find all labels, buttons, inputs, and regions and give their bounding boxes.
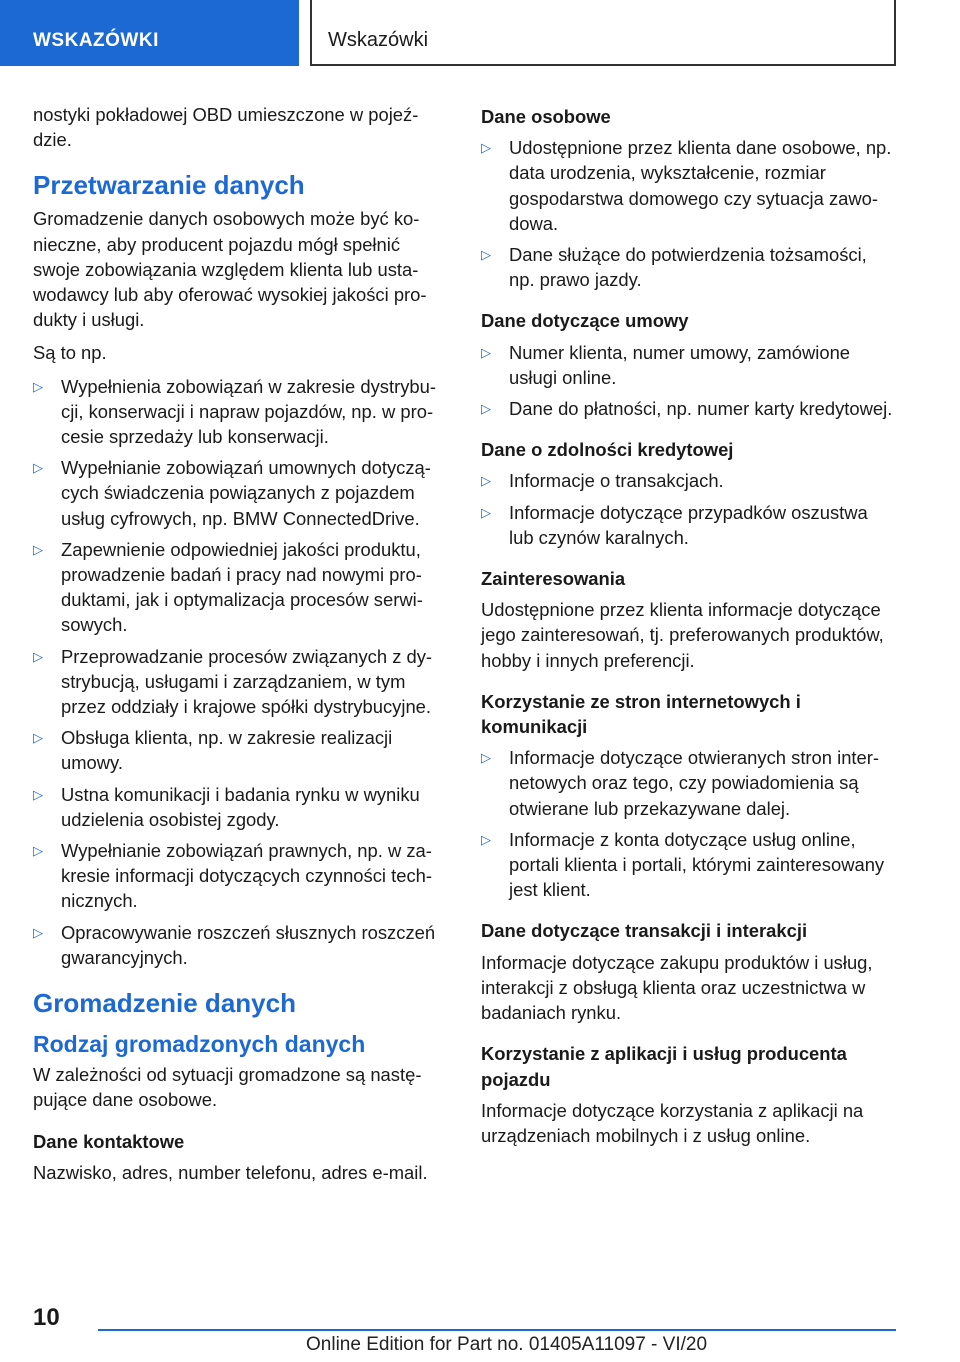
heading-credit-data: Dane o zdolności kredytowej — [481, 439, 734, 461]
list-item — [33, 838, 447, 914]
chapter-title: Wskazówki — [310, 0, 896, 66]
triangle-bullet-icon: ▷ — [481, 401, 491, 417]
credit-data-list — [481, 468, 897, 550]
list-item — [481, 500, 897, 550]
page-number: 10 — [33, 1304, 60, 1331]
section-tab: WSKAZÓWKI — [0, 0, 299, 66]
list-item-text: Obsługa klienta, np. w zakresie realizacji umowy. — [61, 727, 393, 774]
heading-collection: Gromadzenie danych — [33, 988, 296, 1019]
list-item-text: Numer klienta, numer umowy, zamówione usługi online. — [509, 341, 851, 388]
left-column — [33, 102, 447, 1193]
list-item — [481, 827, 897, 903]
heading-interests: Zainteresowania — [481, 568, 626, 590]
triangle-bullet-icon: ▷ — [33, 786, 43, 802]
list-item — [481, 135, 897, 236]
list-item-text: Opracowywanie roszczeń słusznych roszczeń gwarancyjnych. — [61, 921, 436, 968]
list-item — [33, 782, 447, 832]
triangle-bullet-icon: ▷ — [33, 460, 43, 476]
triangle-bullet-icon: ▷ — [33, 648, 43, 664]
contract-data-list — [481, 340, 897, 422]
triangle-bullet-icon: ▷ — [481, 247, 491, 263]
list-item — [481, 242, 897, 292]
heading-personal-data: Dane osobowe — [481, 106, 611, 127]
transactions-paragraph: Informacje dotyczące zakupu produktów i usług, interakcji z obsługą klienta oraz uczestnictwa w badaniach rynku. — [481, 951, 873, 1024]
processing-list — [33, 374, 447, 970]
processing-paragraph: Gromadzenie danych osobowych może być konieczne, aby producent pojazdu mógł spełnić swoje zobowiązania względem klienta lub ustawodawcy lub aby oferować wysokiej jakości produkty i usługi. — [33, 208, 427, 331]
heading-contract-data: Dane dotyczące umowy — [481, 310, 689, 332]
contact-paragraph: Nazwisko, adres, number telefonu, adres e-mail. — [33, 1161, 428, 1183]
interests-paragraph: Udostępnione przez klienta informacje dotyczące jego zainteresowań, tj. preferowanych produktów, hobby i innych preferencji. — [481, 599, 884, 671]
triangle-bullet-icon: ▷ — [33, 730, 43, 746]
list-item-text: Informacje dotyczące otwieranych stron internetowych oraz tego, czy powiadomienia są otwierane lub przekazywane dalej. — [509, 747, 880, 819]
list-item — [481, 340, 897, 390]
web-usage-list — [481, 745, 897, 902]
list-item-text: Informacje z konta dotyczące usług online, portali klienta i portali, którymi zainteresowany jest klient. — [509, 828, 885, 901]
heading-data-types: Rodzaj gromadzonych danych — [33, 1031, 366, 1058]
list-item — [33, 374, 447, 450]
list-item-text: Informacje o transakcjach. — [509, 470, 724, 492]
heading-apps: Korzystanie z aplikacji i usług producenta pojazdu — [481, 1043, 847, 1090]
list-item — [33, 920, 447, 970]
list-item-text: Wypełnienia zobowiązań w zakresie dystrybucji, konserwacji i napraw pojazdów, np. w procesie sprzedaży lub konserwacji. — [61, 375, 436, 448]
list-item-text: Informacje dotyczące przypadków oszustwa lub czynów karalnych. — [509, 501, 868, 548]
heading-web-usage: Korzystanie ze stron internetowych i komunikacji — [481, 690, 801, 738]
triangle-bullet-icon: ▷ — [481, 473, 491, 489]
list-item — [33, 725, 447, 775]
list-item — [33, 455, 447, 531]
list-item-text: Wypełnianie zobowiązań umownych dotyczących świadczenia powiązanych z pojazdem usług cyfrowych, np. BMW ConnectedDrive. — [61, 457, 431, 529]
list-item — [481, 745, 897, 821]
personal-data-list — [481, 135, 897, 292]
list-item-text: Dane do płatności, np. numer karty kredytowej. — [509, 398, 893, 420]
triangle-bullet-icon: ▷ — [33, 541, 43, 557]
list-item — [33, 644, 447, 720]
apps-paragraph: Informacje dotyczące korzystania z aplikacji na urządzeniach mobilnych i z usług online. — [481, 1099, 864, 1146]
footer-divider — [98, 1329, 896, 1331]
heading-processing: Przetwarzanie danych — [33, 170, 305, 201]
triangle-bullet-icon: ▷ — [33, 924, 43, 940]
triangle-bullet-icon: ▷ — [481, 750, 491, 766]
triangle-bullet-icon: ▷ — [481, 344, 491, 360]
list-item-text: Ustna komunikacji i badania rynku w wyniku udzielenia osobistej zgody. — [61, 783, 420, 830]
triangle-bullet-icon: ▷ — [481, 831, 491, 847]
list-item-text: Przeprowadzanie procesów związanych z dystrybucją, usługami i zarządzaniem, w tym przez oddziały i krajowe spółki dystrybucyjne. — [61, 645, 433, 718]
list-item-text: Dane służące do potwierdzenia tożsamości, np. prawo jazdy. — [509, 244, 867, 291]
triangle-bullet-icon: ▷ — [481, 140, 491, 156]
list-item — [33, 537, 447, 638]
right-column — [481, 102, 897, 1148]
list-item — [481, 468, 897, 493]
intro-paragraph: nostyki pokładowej OBD umieszczone w pojeździe. — [33, 104, 419, 151]
types-paragraph: W zależności od sytuacji gromadzone są następujące dane osobowe. — [33, 1064, 422, 1111]
list-item-text: Zapewnienie odpowiedniej jakości produktu, prowadzenie badań i pracy nad nowymi produktami, jak i optymalizacja procesów serwisowych. — [61, 538, 423, 636]
triangle-bullet-icon: ▷ — [481, 504, 491, 520]
triangle-bullet-icon: ▷ — [33, 843, 43, 859]
footer-edition: Online Edition for Part no. 01405A11097 - VI/20 — [306, 1334, 708, 1355]
list-item-text: Udostępnione przez klienta dane osobowe, np. data urodzenia, wykształcenie, rozmiar gospodarstwa domowego czy sytuacja zawodowa. — [509, 137, 892, 234]
list-item-text: Wypełnianie zobowiązań prawnych, np. w zakresie informacji dotyczących czynności technicznych. — [61, 840, 433, 912]
examples-paragraph: Są to np. — [33, 342, 107, 364]
heading-contact-data: Dane kontaktowe — [33, 1130, 185, 1152]
list-item — [481, 396, 897, 421]
heading-transactions: Dane dotyczące transakcji i interakcji — [481, 920, 808, 942]
triangle-bullet-icon: ▷ — [33, 378, 43, 394]
